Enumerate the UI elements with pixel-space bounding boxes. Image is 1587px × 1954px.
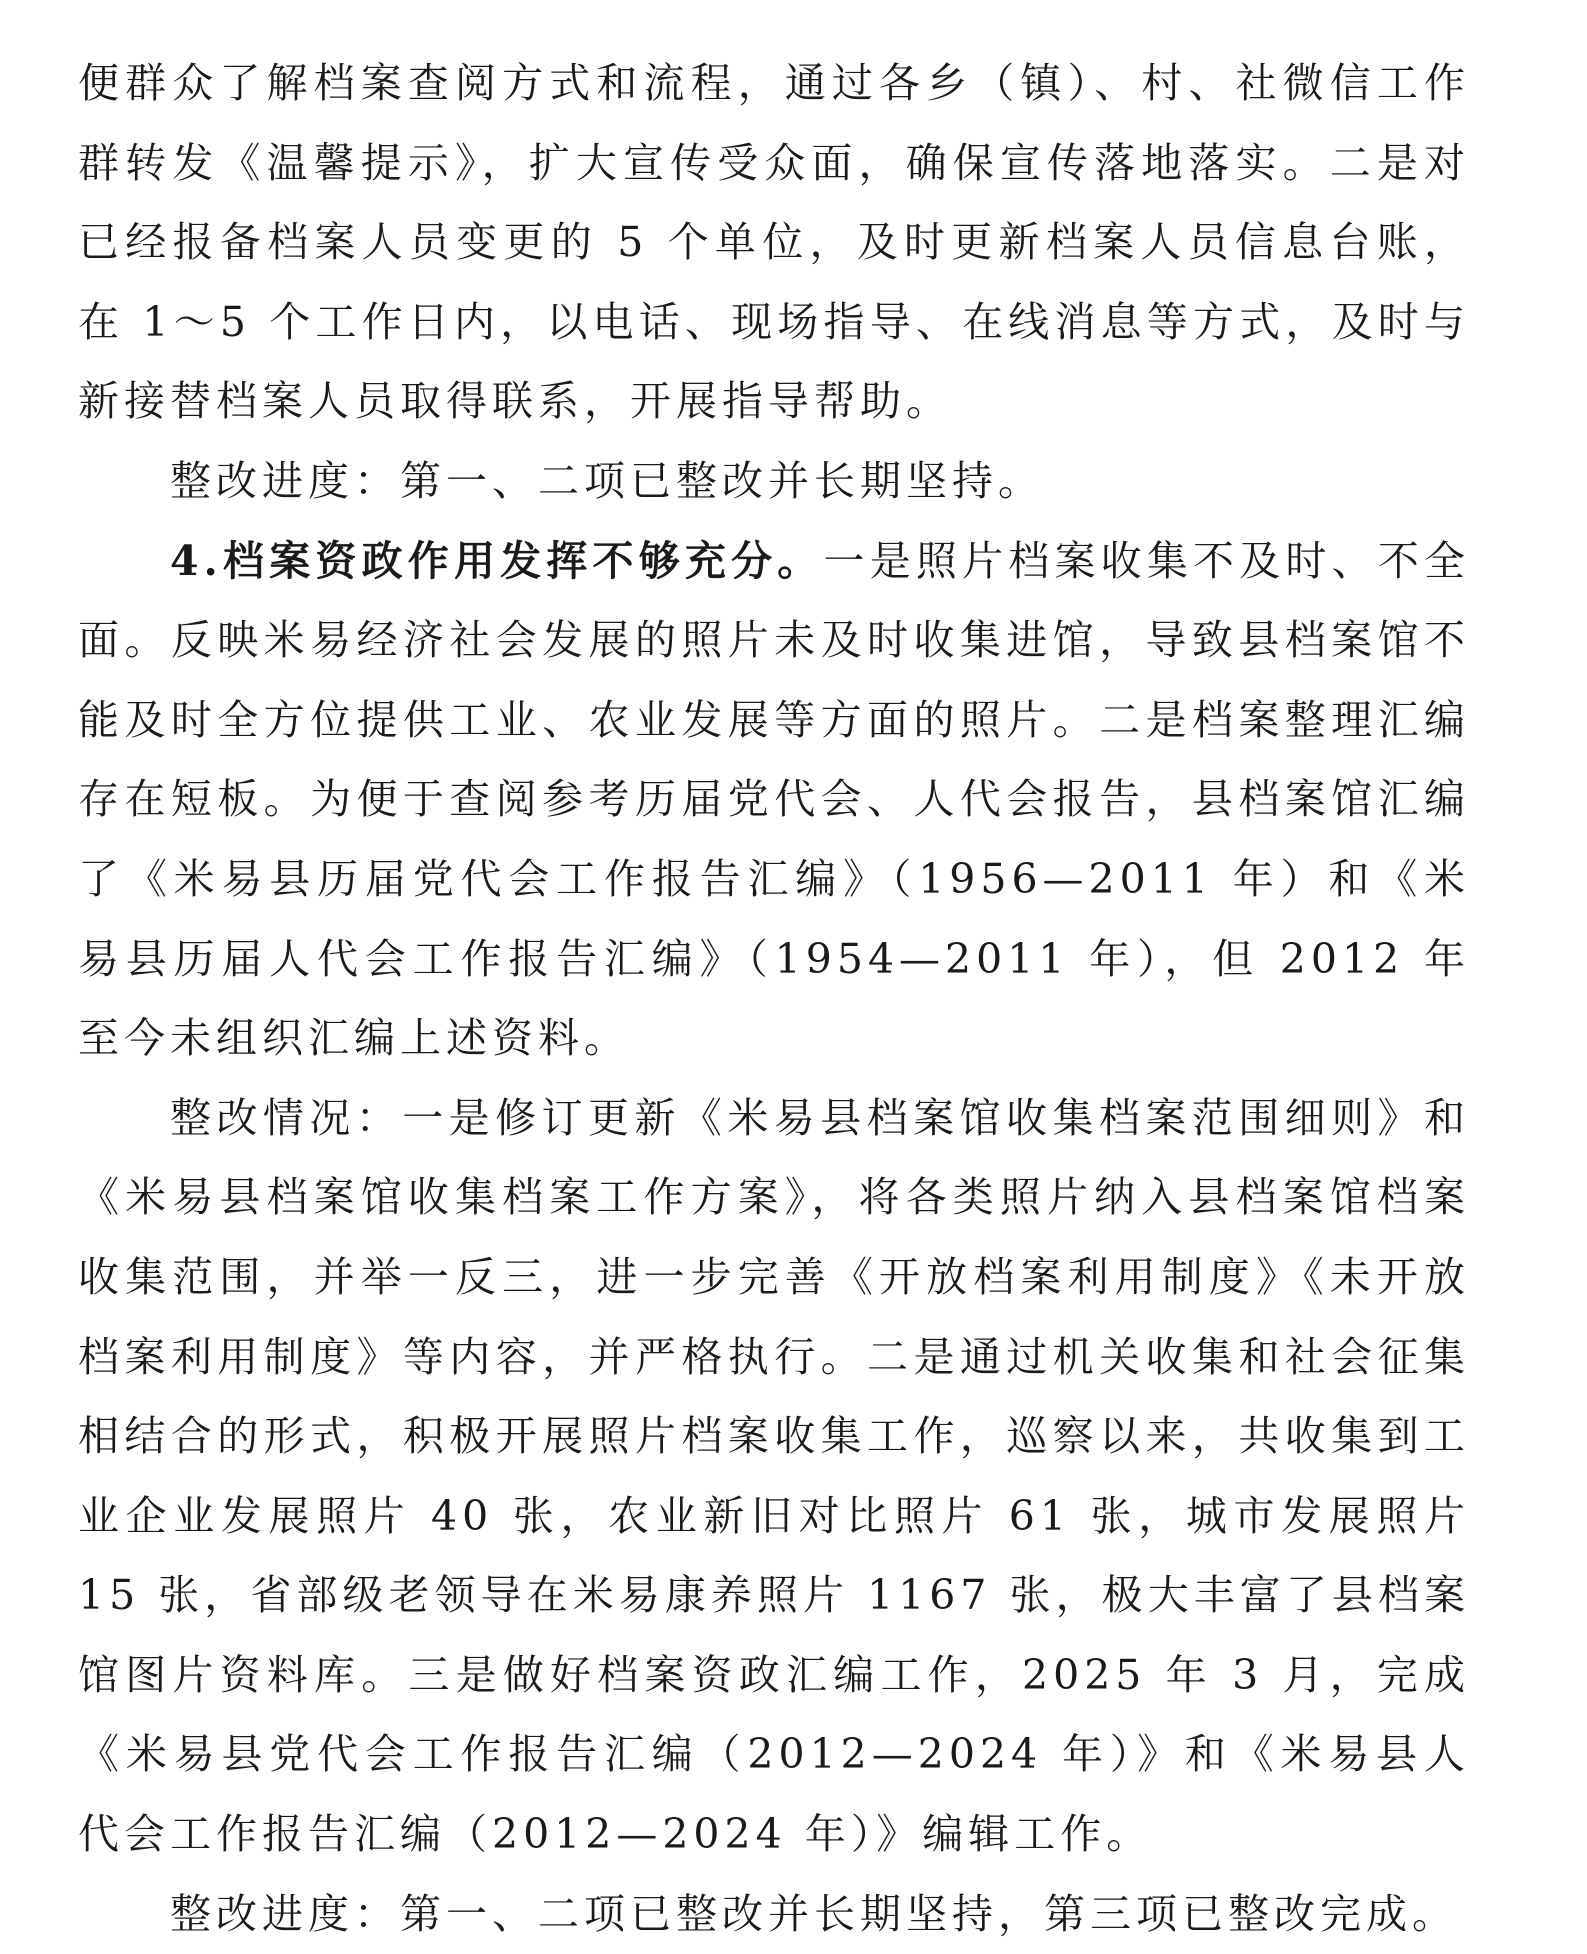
paragraph-rectification-4: 整改情况：一是修订更新《米易县档案馆收集档案范围细则》和《米易县档案馆收集档案工作方案》，将各类照片纳入县档案馆档案收集范围，并举一反三，进一步完善《开放档案利用制度》《未开放档案利用制度》等内容，并严格执行。二是通过机关收集和社会征集相结合的形式，积极开展照片档案收集工作，巡察以来，共收集到工业企业发展照片 40 张，农业新旧对比照片 61 张，城市发展照片 15 张，省部级老领导在米易康养照片 1167 张，极大丰富了县档案馆图片资料库。三是做好档案资政汇编工作，2025 年 3 月，完成《米易县党代会工作报告汇编（2012—2024 年）》和《米易县人代会工作报告汇编（2012—2024 年）》编辑工作。 [78,1093,1470,1859]
paragraph-progress-3: 整改进度：第一、二项已整改并长期坚持。 [170,456,1044,505]
issue-body: 一是照片档案收集不及时、不全面。反映米易经济社会发展的照片未及时收集进馆，导致县档案馆不能及时全方位提供工业、农业发展等方面的照片。二是档案整理汇编存在短板。为便于查阅参考历届党代会、人代会报告，县档案馆汇编了《米易县历届党代会工作报告汇编》（1956—2011 年）和《米易县历届人代会工作报告汇编》（1954—2011 年），但 2012 年至今未组织汇编上述资料。 [78,536,1471,1063]
issue-heading: 档案资政作用发挥不够充分。 [222,536,824,585]
paragraph-issue-4 [78,522,1470,1079]
issue-number: 4. [170,536,223,585]
paragraph-continued: 便群众了解档案查阅方式和流程，通过各乡（镇）、村、社微信工作群转发《温馨提示》，扩大宣传受众面，确保宣传落地落实。二是对已经报备档案人员变更的 5 个单位，及时更新档案人员信息台账，在 1～5 个工作日内，以电话、现场指导、在线消息等方式，及时与新接替档案人员取得联系，开展指导帮助。 [78,59,1470,426]
document-body [78,44,1470,1954]
paragraph-progress-4: 整改进度：第一、二项已整改并长期坚持，第三项已整改完成。 [170,1889,1458,1938]
